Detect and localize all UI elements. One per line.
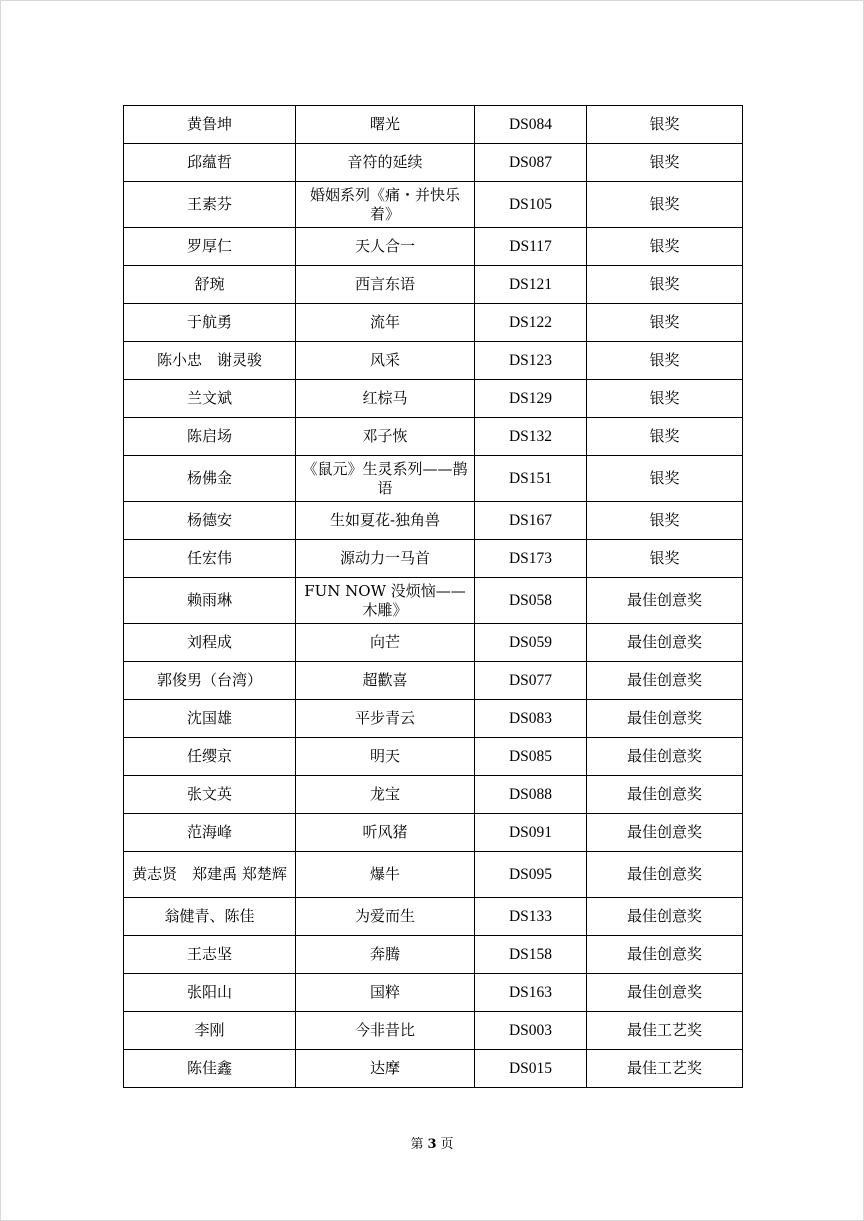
award-cell: 最佳创意奖 <box>587 936 743 974</box>
author-cell: 张阳山 <box>124 974 296 1012</box>
table-row <box>124 228 743 266</box>
award-cell: 最佳工艺奖 <box>587 1012 743 1050</box>
work-title-cell: 奔腾 <box>296 936 475 974</box>
entry-code-cell: DS121 <box>475 266 587 304</box>
entry-code-cell: DS167 <box>475 502 587 540</box>
award-cell: 最佳创意奖 <box>587 898 743 936</box>
table-row <box>124 898 743 936</box>
page-suffix: 页 <box>440 1137 454 1152</box>
award-cell: 银奖 <box>587 144 743 182</box>
entry-code-cell: DS163 <box>475 974 587 1012</box>
table-row <box>124 304 743 342</box>
page-footer <box>0 1133 864 1152</box>
table-row <box>124 106 743 144</box>
author-cell: 于航勇 <box>124 304 296 342</box>
table-row <box>124 974 743 1012</box>
table-row <box>124 936 743 974</box>
award-cell: 银奖 <box>587 106 743 144</box>
entry-code-cell: DS084 <box>475 106 587 144</box>
award-cell: 最佳创意奖 <box>587 974 743 1012</box>
author-cell: 刘程成 <box>124 624 296 662</box>
work-title-cell: 超歡喜 <box>296 662 475 700</box>
author-cell: 翁健青、陈佳 <box>124 898 296 936</box>
work-title-cell: 达摩 <box>296 1050 475 1088</box>
work-title-cell: 平步青云 <box>296 700 475 738</box>
table-row <box>124 738 743 776</box>
work-title-cell: 西言东语 <box>296 266 475 304</box>
author-cell: 王志坚 <box>124 936 296 974</box>
award-cell: 银奖 <box>587 304 743 342</box>
author-cell: 黄志贤 郑建禹 郑楚辉 <box>124 852 296 898</box>
entry-code-cell: DS058 <box>475 578 587 624</box>
work-title-cell: 今非昔比 <box>296 1012 475 1050</box>
award-cell: 银奖 <box>587 228 743 266</box>
author-cell: 杨德安 <box>124 502 296 540</box>
table-row <box>124 456 743 502</box>
work-title-cell: 流年 <box>296 304 475 342</box>
entry-code-cell: DS059 <box>475 624 587 662</box>
award-cell: 最佳创意奖 <box>587 662 743 700</box>
table-row <box>124 852 743 898</box>
work-title-cell: 曙光 <box>296 106 475 144</box>
award-cell: 银奖 <box>587 380 743 418</box>
award-cell: 最佳创意奖 <box>587 776 743 814</box>
entry-code-cell: DS095 <box>475 852 587 898</box>
author-cell: 郭俊男（台湾） <box>124 662 296 700</box>
table-row <box>124 1050 743 1088</box>
entry-code-cell: DS173 <box>475 540 587 578</box>
author-cell: 任缨京 <box>124 738 296 776</box>
work-title-cell: 红棕马 <box>296 380 475 418</box>
entry-code-cell: DS133 <box>475 898 587 936</box>
work-title-cell: 音符的延续 <box>296 144 475 182</box>
entry-code-cell: DS087 <box>475 144 587 182</box>
entry-code-cell: DS151 <box>475 456 587 502</box>
table-row <box>124 624 743 662</box>
award-cell: 银奖 <box>587 182 743 228</box>
award-cell: 最佳创意奖 <box>587 578 743 624</box>
entry-code-cell: DS003 <box>475 1012 587 1050</box>
entry-code-cell: DS083 <box>475 700 587 738</box>
award-cell: 银奖 <box>587 266 743 304</box>
work-title-cell: FUN NOW 没烦恼——木雕》 <box>296 578 475 624</box>
author-cell: 范海峰 <box>124 814 296 852</box>
entry-code-cell: DS158 <box>475 936 587 974</box>
author-cell: 黄鲁坤 <box>124 106 296 144</box>
work-title-cell: 听风猪 <box>296 814 475 852</box>
award-cell: 银奖 <box>587 502 743 540</box>
work-title-cell: 为爱而生 <box>296 898 475 936</box>
table-row <box>124 266 743 304</box>
award-cell: 银奖 <box>587 540 743 578</box>
work-title-cell: 婚姻系列《痛・并快乐着》 <box>296 182 475 228</box>
entry-code-cell: DS105 <box>475 182 587 228</box>
award-table-body <box>124 106 743 1088</box>
author-cell: 兰文斌 <box>124 380 296 418</box>
award-cell: 最佳创意奖 <box>587 738 743 776</box>
entry-code-cell: DS132 <box>475 418 587 456</box>
work-title-cell: 爆牛 <box>296 852 475 898</box>
award-cell: 银奖 <box>587 342 743 380</box>
table-row <box>124 380 743 418</box>
award-cell: 最佳创意奖 <box>587 852 743 898</box>
award-cell: 最佳创意奖 <box>587 700 743 738</box>
entry-code-cell: DS117 <box>475 228 587 266</box>
table-row <box>124 1012 743 1050</box>
work-title-cell: 邓子恢 <box>296 418 475 456</box>
author-cell: 陈佳鑫 <box>124 1050 296 1088</box>
page-prefix: 第 <box>410 1137 424 1152</box>
entry-code-cell: DS088 <box>475 776 587 814</box>
table-row <box>124 418 743 456</box>
award-cell: 最佳创意奖 <box>587 814 743 852</box>
author-cell: 王素芬 <box>124 182 296 228</box>
entry-code-cell: DS085 <box>475 738 587 776</box>
work-title-cell: 明天 <box>296 738 475 776</box>
author-cell: 陈启场 <box>124 418 296 456</box>
table-row <box>124 776 743 814</box>
author-cell: 陈小忠 谢灵骏 <box>124 342 296 380</box>
table-row <box>124 342 743 380</box>
work-title-cell: 国粹 <box>296 974 475 1012</box>
award-cell: 最佳创意奖 <box>587 624 743 662</box>
award-cell: 银奖 <box>587 418 743 456</box>
work-title-cell: 龙宝 <box>296 776 475 814</box>
page-number: 3 <box>427 1137 437 1152</box>
author-cell: 邱蕴哲 <box>124 144 296 182</box>
entry-code-cell: DS122 <box>475 304 587 342</box>
award-table <box>123 105 743 1088</box>
author-cell: 任宏伟 <box>124 540 296 578</box>
table-row <box>124 814 743 852</box>
author-cell: 赖雨琳 <box>124 578 296 624</box>
author-cell: 罗厚仁 <box>124 228 296 266</box>
author-cell: 杨佛金 <box>124 456 296 502</box>
entry-code-cell: DS015 <box>475 1050 587 1088</box>
work-title-cell: 天人合一 <box>296 228 475 266</box>
table-row <box>124 578 743 624</box>
entry-code-cell: DS129 <box>475 380 587 418</box>
table-row <box>124 144 743 182</box>
author-cell: 舒琬 <box>124 266 296 304</box>
table-row <box>124 540 743 578</box>
table-row <box>124 502 743 540</box>
work-title-cell: 源动力一马首 <box>296 540 475 578</box>
work-title-cell: 生如夏花-独角兽 <box>296 502 475 540</box>
table-row <box>124 662 743 700</box>
table-row <box>124 700 743 738</box>
table-row <box>124 182 743 228</box>
author-cell: 沈国雄 <box>124 700 296 738</box>
work-title-cell: 向芒 <box>296 624 475 662</box>
entry-code-cell: DS077 <box>475 662 587 700</box>
work-title-cell: 风采 <box>296 342 475 380</box>
work-title-cell: 《鼠元》生灵系列——鹊语 <box>296 456 475 502</box>
author-cell: 张文英 <box>124 776 296 814</box>
entry-code-cell: DS091 <box>475 814 587 852</box>
author-cell: 李刚 <box>124 1012 296 1050</box>
award-cell: 最佳工艺奖 <box>587 1050 743 1088</box>
entry-code-cell: DS123 <box>475 342 587 380</box>
award-cell: 银奖 <box>587 456 743 502</box>
